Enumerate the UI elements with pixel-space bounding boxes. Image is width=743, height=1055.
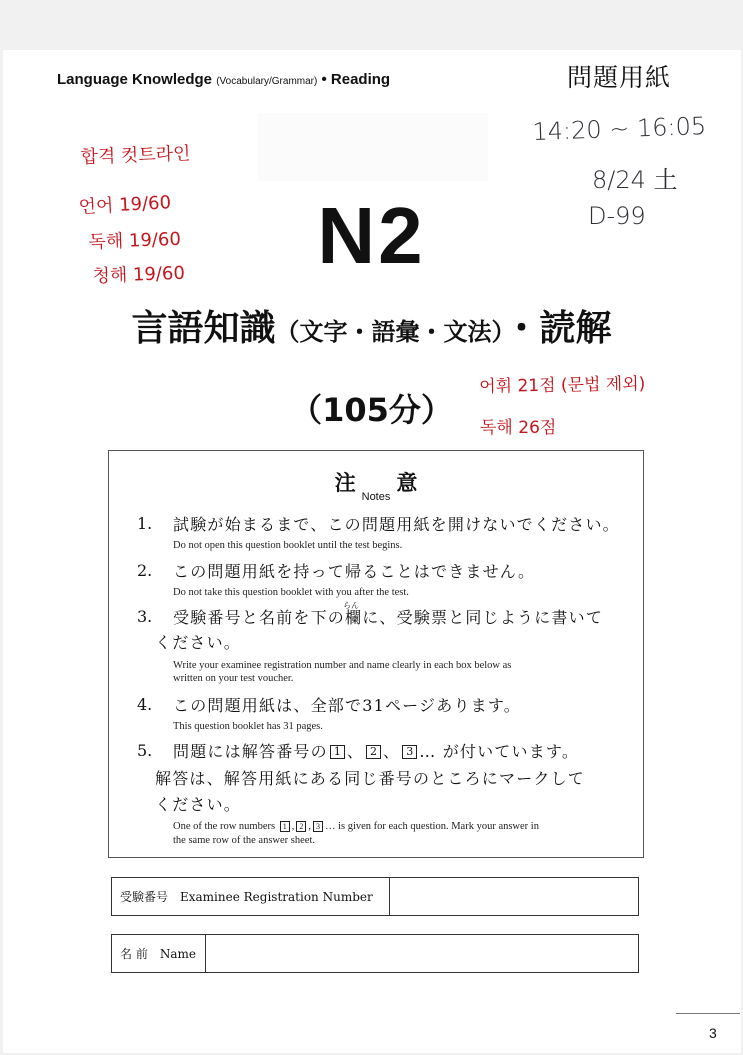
note-text-ja: [173, 741, 623, 763]
separator: 、: [346, 742, 365, 761]
separator: 、: [383, 742, 401, 761]
note-number: 2.: [137, 561, 153, 580]
footer-rule: [676, 1013, 740, 1014]
handwritten-reading-score: 독해 19/60: [88, 228, 182, 253]
notes-title-en: Notes: [361, 491, 391, 503]
subject-title: [0, 306, 743, 355]
booklet-label: 問題用紙: [567, 63, 672, 92]
subject-tail: ・読解: [503, 308, 612, 349]
name-label: 名 前 Name: [120, 947, 196, 961]
page-number: 3: [709, 1025, 717, 1041]
subject-paren: （文字・語彙・文法）: [275, 318, 504, 346]
erased-patch: [258, 113, 488, 181]
note-text-ja: [173, 601, 623, 629]
note-text-ja: この問題用紙は、全部で31ページあります。: [173, 696, 521, 715]
handwritten-date: 8/24 土: [592, 166, 678, 194]
note-text-en: the same row of the answer sheet.: [173, 835, 315, 846]
registration-number-label: 受験番号 Examinee Registration Number: [120, 890, 373, 904]
answer-number-box: 3: [402, 745, 417, 759]
subject-header-english: [57, 71, 390, 88]
notes-box: [108, 450, 644, 858]
note-text-ja-continued: ください。: [155, 795, 242, 814]
note-text-en: Do not take this question booklet with you after the test.: [173, 587, 409, 598]
note-text-en: This question booklet has 31 pages.: [173, 721, 323, 732]
notes-title-ja-2: 意: [396, 471, 418, 495]
note-text-ja: この問題用紙を持って帰ることはできません。: [173, 562, 536, 581]
note-text-en-part: … is given for each question. Mark your answer in: [324, 821, 539, 832]
name-field[interactable]: [207, 935, 638, 972]
answer-number-box: 1: [330, 745, 345, 759]
notes-title: [109, 467, 643, 503]
handwritten-dday: D-99: [588, 202, 646, 230]
note-text-ja-part: … が付いています。: [419, 742, 580, 761]
field-divider: [205, 935, 206, 972]
handwritten-time: 14:20 ~ 16:05: [532, 111, 707, 146]
note-number: 1.: [137, 514, 153, 533]
answer-number-box: 2: [366, 745, 381, 759]
note-text-ja-part: 問題には解答番号の: [173, 742, 328, 761]
note-text-en-part: One of the row numbers: [173, 821, 276, 832]
exam-duration: （105分）: [290, 391, 453, 429]
note-text-ja-part: 受験番号と名前を下の: [173, 608, 346, 627]
notes-title-ja-1: 注: [334, 471, 356, 495]
note-text-en: [173, 820, 539, 833]
subject-en-tail: • Reading: [321, 71, 391, 88]
ruby-reading: らん: [343, 601, 360, 610]
note-text-ja-continued: ください。: [155, 633, 242, 652]
note-text-ja-continued: 解答は、解答用紙にある同じ番号のところにマークして: [155, 769, 586, 788]
registration-number-field[interactable]: [391, 878, 638, 915]
separator: ,: [308, 821, 311, 832]
name-box: [111, 934, 639, 973]
answer-number-box: 1: [280, 821, 290, 832]
ruby-base: 欄: [345, 608, 363, 627]
answer-number-box: 3: [313, 821, 323, 832]
subject-en-main: Language Knowledge: [57, 71, 213, 88]
handwritten-language-score: 언어 19/60: [78, 192, 172, 218]
registration-number-box: [111, 877, 639, 916]
note-text-en: Write your examinee registration number and name clearly in each box below as: [173, 660, 512, 671]
note-text-ja-part: に、受験票と同じように書いて: [362, 608, 604, 627]
note-number: 5.: [137, 741, 153, 760]
subject-main: 言語知識: [131, 308, 276, 349]
ruby-word: [343, 601, 363, 629]
separator: ,: [291, 821, 295, 832]
note-text-en: Do not open this question booklet until the test begins.: [173, 540, 403, 551]
exam-level: N2: [317, 191, 426, 280]
handwritten-listening-score: 청해 19/60: [92, 262, 186, 287]
note-text-en: written on your test voucher.: [173, 673, 294, 684]
handwritten-pass-cutline: 합격 컷트라인: [80, 143, 191, 168]
field-divider: [389, 878, 390, 915]
handwritten-vocab-note: 어휘 21점 (문법 제외): [479, 374, 646, 397]
note-text-ja: 試験が始まるまで、この問題用紙を開けないでください。: [173, 515, 620, 534]
subject-en-sub: (Vocabulary/Grammar): [216, 76, 318, 87]
handwritten-reading-note: 독해 26점: [480, 418, 557, 438]
answer-number-box: 2: [296, 821, 306, 832]
note-number: 4.: [137, 695, 153, 714]
note-number: 3.: [137, 607, 153, 626]
